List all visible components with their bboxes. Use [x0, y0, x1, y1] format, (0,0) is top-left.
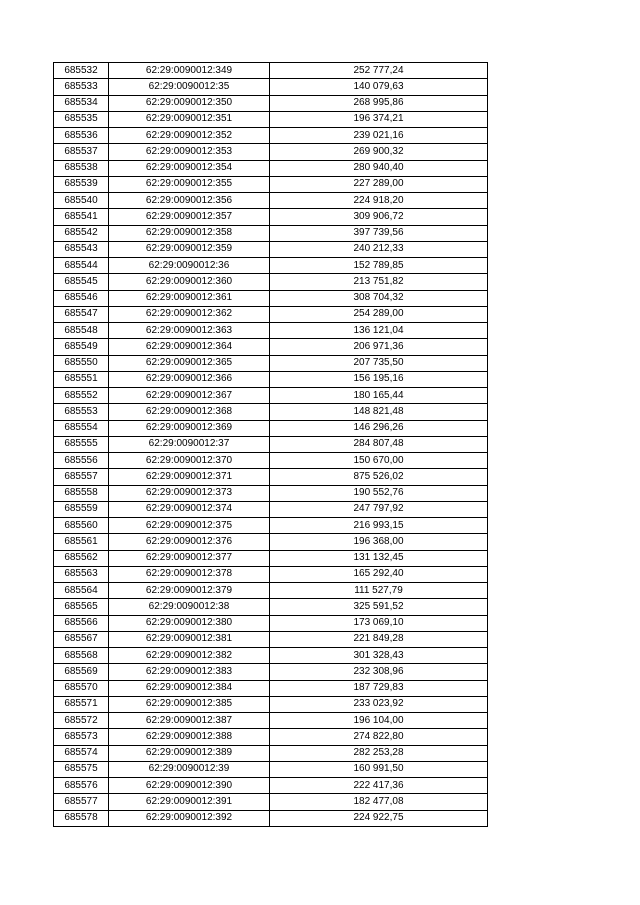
- table-row: [54, 680, 488, 696]
- table-row: [54, 388, 488, 404]
- cadastral-number: 62:29:0090012:382: [109, 648, 270, 664]
- table-row: [54, 453, 488, 469]
- cadastral-value: 196 374,21: [270, 111, 488, 127]
- table-row: [54, 631, 488, 647]
- cadastral-value: 274 822,80: [270, 729, 488, 745]
- row-number: 685538: [54, 160, 109, 176]
- table-row: [54, 696, 488, 712]
- table-row: [54, 761, 488, 777]
- cadastral-number: 62:29:0090012:366: [109, 371, 270, 387]
- row-number: 685570: [54, 680, 109, 696]
- cadastral-number: 62:29:0090012:380: [109, 615, 270, 631]
- row-number: 685534: [54, 95, 109, 111]
- table-row: [54, 550, 488, 566]
- cadastral-number: 62:29:0090012:359: [109, 241, 270, 257]
- cadastral-value: 284 807,48: [270, 436, 488, 452]
- row-number: 685564: [54, 583, 109, 599]
- cadastral-value: 247 797,92: [270, 501, 488, 517]
- table-row: [54, 176, 488, 192]
- cadastral-value: 146 296,26: [270, 420, 488, 436]
- table-row: [54, 794, 488, 810]
- table-row: [54, 258, 488, 274]
- cadastral-number: 62:29:0090012:370: [109, 453, 270, 469]
- cadastral-value: 875 526,02: [270, 469, 488, 485]
- table-row: [54, 729, 488, 745]
- cadastral-value: 140 079,63: [270, 79, 488, 95]
- cadastral-value: 136 121,04: [270, 323, 488, 339]
- table-row: [54, 274, 488, 290]
- cadastral-value: 397 739,56: [270, 225, 488, 241]
- table-row: [54, 160, 488, 176]
- cadastral-value: 160 991,50: [270, 761, 488, 777]
- row-number: 685557: [54, 469, 109, 485]
- cadastral-value: 239 021,16: [270, 128, 488, 144]
- cadastral-number: 62:29:0090012:365: [109, 355, 270, 371]
- row-number: 685577: [54, 794, 109, 810]
- cadastral-number: 62:29:0090012:357: [109, 209, 270, 225]
- row-number: 685545: [54, 274, 109, 290]
- row-number: 685562: [54, 550, 109, 566]
- cadastral-value: 182 477,08: [270, 794, 488, 810]
- cadastral-value: 150 670,00: [270, 453, 488, 469]
- cadastral-value: 196 104,00: [270, 713, 488, 729]
- cadastral-number: 62:29:0090012:369: [109, 420, 270, 436]
- cadastral-value: 165 292,40: [270, 566, 488, 582]
- row-number: 685572: [54, 713, 109, 729]
- row-number: 685575: [54, 761, 109, 777]
- table-row: [54, 404, 488, 420]
- cadastral-value-table: [53, 62, 488, 827]
- table-row: [54, 241, 488, 257]
- cadastral-number: 62:29:0090012:36: [109, 258, 270, 274]
- table-body: [54, 63, 488, 827]
- table-row: [54, 518, 488, 534]
- cadastral-value: 301 328,43: [270, 648, 488, 664]
- cadastral-number: 62:29:0090012:38: [109, 599, 270, 615]
- cadastral-number: 62:29:0090012:379: [109, 583, 270, 599]
- row-number: 685544: [54, 258, 109, 274]
- table-row: [54, 745, 488, 761]
- cadastral-number: 62:29:0090012:376: [109, 534, 270, 550]
- cadastral-number: 62:29:0090012:375: [109, 518, 270, 534]
- cadastral-number: 62:29:0090012:387: [109, 713, 270, 729]
- row-number: 685554: [54, 420, 109, 436]
- row-number: 685565: [54, 599, 109, 615]
- cadastral-value: 233 023,92: [270, 696, 488, 712]
- row-number: 685546: [54, 290, 109, 306]
- table-row: [54, 599, 488, 615]
- cadastral-value: 131 132,45: [270, 550, 488, 566]
- row-number: 685573: [54, 729, 109, 745]
- cadastral-number: 62:29:0090012:362: [109, 306, 270, 322]
- row-number: 685551: [54, 371, 109, 387]
- row-number: 685543: [54, 241, 109, 257]
- row-number: 685556: [54, 453, 109, 469]
- table-row: [54, 144, 488, 160]
- row-number: 685560: [54, 518, 109, 534]
- cadastral-value: 240 212,33: [270, 241, 488, 257]
- cadastral-value: 221 849,28: [270, 631, 488, 647]
- row-number: 685559: [54, 501, 109, 517]
- table-row: [54, 810, 488, 826]
- table-row: [54, 306, 488, 322]
- cadastral-value: 213 751,82: [270, 274, 488, 290]
- table-row: [54, 95, 488, 111]
- row-number: 685540: [54, 193, 109, 209]
- cadastral-value: 254 289,00: [270, 306, 488, 322]
- cadastral-value: 224 918,20: [270, 193, 488, 209]
- cadastral-value: 190 552,76: [270, 485, 488, 501]
- cadastral-number: 62:29:0090012:371: [109, 469, 270, 485]
- row-number: 685552: [54, 388, 109, 404]
- cadastral-number: 62:29:0090012:378: [109, 566, 270, 582]
- cadastral-number: 62:29:0090012:384: [109, 680, 270, 696]
- table-row: [54, 420, 488, 436]
- row-number: 685541: [54, 209, 109, 225]
- row-number: 685532: [54, 63, 109, 79]
- row-number: 685547: [54, 306, 109, 322]
- table-row: [54, 79, 488, 95]
- table-row: [54, 63, 488, 79]
- cadastral-value: 206 971,36: [270, 339, 488, 355]
- row-number: 685553: [54, 404, 109, 420]
- row-number: 685568: [54, 648, 109, 664]
- cadastral-number: 62:29:0090012:392: [109, 810, 270, 826]
- cadastral-number: 62:29:0090012:385: [109, 696, 270, 712]
- cadastral-number: 62:29:0090012:39: [109, 761, 270, 777]
- row-number: 685539: [54, 176, 109, 192]
- cadastral-number: 62:29:0090012:389: [109, 745, 270, 761]
- cadastral-number: 62:29:0090012:373: [109, 485, 270, 501]
- cadastral-number: 62:29:0090012:364: [109, 339, 270, 355]
- cadastral-number: 62:29:0090012:349: [109, 63, 270, 79]
- row-number: 685569: [54, 664, 109, 680]
- row-number: 685576: [54, 778, 109, 794]
- row-number: 685558: [54, 485, 109, 501]
- cadastral-value: 152 789,85: [270, 258, 488, 274]
- cadastral-value: 227 289,00: [270, 176, 488, 192]
- cadastral-value: 148 821,48: [270, 404, 488, 420]
- row-number: 685574: [54, 745, 109, 761]
- row-number: 685578: [54, 810, 109, 826]
- table-row: [54, 534, 488, 550]
- row-number: 685555: [54, 436, 109, 452]
- row-number: 685537: [54, 144, 109, 160]
- cadastral-number: 62:29:0090012:356: [109, 193, 270, 209]
- cadastral-number: 62:29:0090012:383: [109, 664, 270, 680]
- cadastral-number: 62:29:0090012:353: [109, 144, 270, 160]
- cadastral-number: 62:29:0090012:367: [109, 388, 270, 404]
- table-row: [54, 713, 488, 729]
- cadastral-value: 282 253,28: [270, 745, 488, 761]
- cadastral-value: 308 704,32: [270, 290, 488, 306]
- cadastral-value: 325 591,52: [270, 599, 488, 615]
- table-row: [54, 225, 488, 241]
- table-row: [54, 371, 488, 387]
- cadastral-value: 280 940,40: [270, 160, 488, 176]
- cadastral-value: 252 777,24: [270, 63, 488, 79]
- cadastral-number: 62:29:0090012:381: [109, 631, 270, 647]
- table-row: [54, 485, 488, 501]
- cadastral-value: 216 993,15: [270, 518, 488, 534]
- cadastral-value: 224 922,75: [270, 810, 488, 826]
- table-row: [54, 111, 488, 127]
- cadastral-number: 62:29:0090012:390: [109, 778, 270, 794]
- cadastral-value: 309 906,72: [270, 209, 488, 225]
- cadastral-number: 62:29:0090012:368: [109, 404, 270, 420]
- table-row: [54, 323, 488, 339]
- row-number: 685561: [54, 534, 109, 550]
- cadastral-value: 111 527,79: [270, 583, 488, 599]
- cadastral-number: 62:29:0090012:350: [109, 95, 270, 111]
- table-row: [54, 778, 488, 794]
- cadastral-value: 207 735,50: [270, 355, 488, 371]
- cadastral-number: 62:29:0090012:360: [109, 274, 270, 290]
- cadastral-number: 62:29:0090012:377: [109, 550, 270, 566]
- table-row: [54, 355, 488, 371]
- row-number: 685549: [54, 339, 109, 355]
- cadastral-value: 269 900,32: [270, 144, 488, 160]
- cadastral-value: 156 195,16: [270, 371, 488, 387]
- table-row: [54, 664, 488, 680]
- cadastral-number: 62:29:0090012:35: [109, 79, 270, 95]
- row-number: 685566: [54, 615, 109, 631]
- table-row: [54, 469, 488, 485]
- cadastral-number: 62:29:0090012:358: [109, 225, 270, 241]
- row-number: 685542: [54, 225, 109, 241]
- cadastral-number: 62:29:0090012:352: [109, 128, 270, 144]
- table-row: [54, 501, 488, 517]
- cadastral-value: 232 308,96: [270, 664, 488, 680]
- table-row: [54, 209, 488, 225]
- row-number: 685567: [54, 631, 109, 647]
- row-number: 685550: [54, 355, 109, 371]
- cadastral-number: 62:29:0090012:391: [109, 794, 270, 810]
- cadastral-value: 173 069,10: [270, 615, 488, 631]
- table-row: [54, 566, 488, 582]
- row-number: 685533: [54, 79, 109, 95]
- cadastral-number: 62:29:0090012:37: [109, 436, 270, 452]
- table-row: [54, 193, 488, 209]
- row-number: 685563: [54, 566, 109, 582]
- cadastral-number: 62:29:0090012:351: [109, 111, 270, 127]
- row-number: 685571: [54, 696, 109, 712]
- table-row: [54, 615, 488, 631]
- cadastral-value: 187 729,83: [270, 680, 488, 696]
- table-row: [54, 290, 488, 306]
- row-number: 685548: [54, 323, 109, 339]
- table-row: [54, 339, 488, 355]
- cadastral-value: 268 995,86: [270, 95, 488, 111]
- cadastral-number: 62:29:0090012:354: [109, 160, 270, 176]
- row-number: 685536: [54, 128, 109, 144]
- cadastral-value: 222 417,36: [270, 778, 488, 794]
- cadastral-value: 180 165,44: [270, 388, 488, 404]
- cadastral-number: 62:29:0090012:388: [109, 729, 270, 745]
- table-row: [54, 648, 488, 664]
- cadastral-number: 62:29:0090012:361: [109, 290, 270, 306]
- cadastral-value: 196 368,00: [270, 534, 488, 550]
- cadastral-number: 62:29:0090012:374: [109, 501, 270, 517]
- table-row: [54, 128, 488, 144]
- row-number: 685535: [54, 111, 109, 127]
- cadastral-number: 62:29:0090012:355: [109, 176, 270, 192]
- table-row: [54, 583, 488, 599]
- cadastral-number: 62:29:0090012:363: [109, 323, 270, 339]
- table-row: [54, 436, 488, 452]
